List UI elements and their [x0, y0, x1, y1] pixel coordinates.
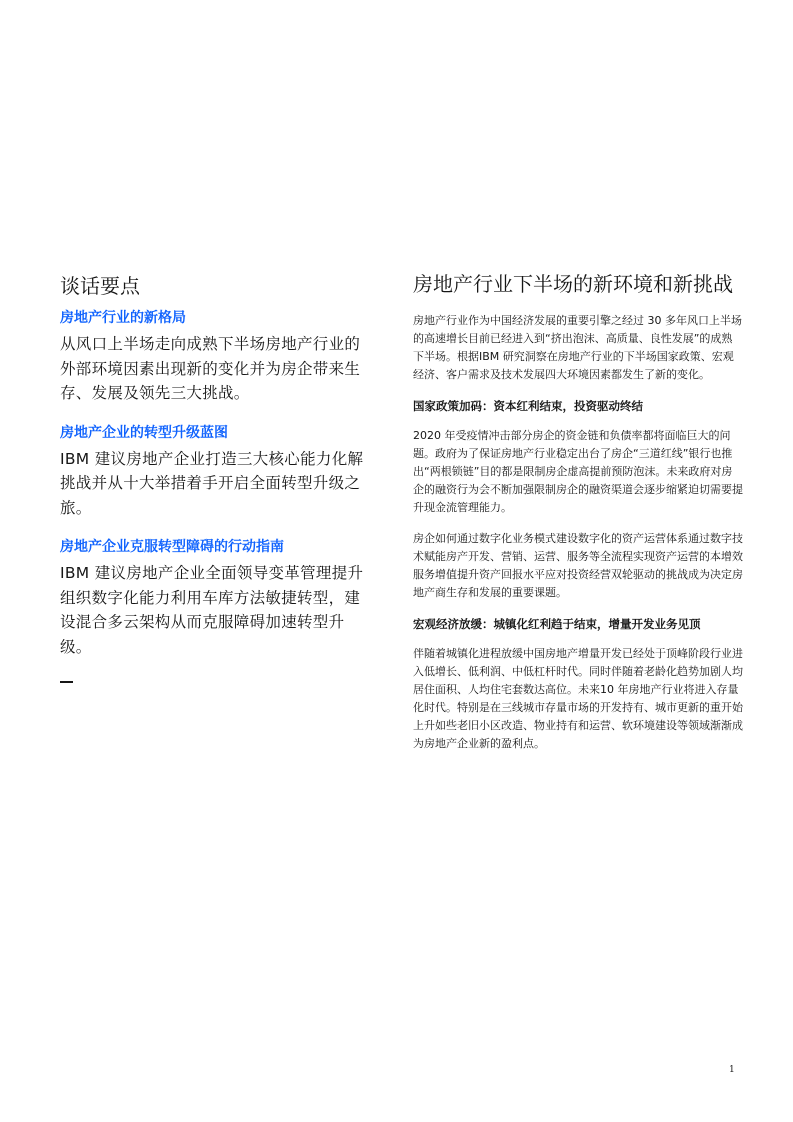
- section-heading-macro-economy: 宏观经济放缓：城镇化红利趋于结束，增量开发业务见顶: [413, 617, 701, 631]
- article-title: 房地产行业下半场的新环境和新挑战: [413, 272, 733, 296]
- divider-dash: [60, 681, 73, 683]
- section-body-transformation-blueprint: IBM 建议房地产企业打造三大核心能力化解挑战并从十大举措着手开启全面转型升级之旅。: [60, 449, 364, 517]
- article-intro: 房地产行业作为中国经济发展的重要引擎之经过 30 多年风口上半场的高速增长目前已经进入到“挤出泡沫、高质量、良性发展”的成熟下半场。根据IBM 研究洞察在房地产行业的下半场国家政策、宏观经济、客户需求及技术发展四大环境因素都发生了新的变化。: [413, 314, 742, 381]
- main-article-column: [413, 271, 743, 766]
- section-body-new-landscape: 从风口上半场走向成熟下半场房地产行业的外部环境因素出现新的变化并为房企带来生存、发展及领先三大挑战。: [60, 335, 361, 402]
- paragraph: 伴随着城镇化进程放缓中国房地产增量开发已经处于顶峰阶段行业进入低增长、低利润、中低杠杆时代。同时伴随着老龄化趋势加剧人均居住面积、人均住宅套数达高位。未来10 年房地产行业将进入存量化时代。特别是在三线城市存量市场的开发持有、城市更新的重开始上升如些老旧小区改造、物业持有和运营、软环境建设等领域渐渐成为房地产企业新的盈利点。: [413, 647, 743, 750]
- page-number: 1: [729, 1065, 735, 1075]
- talking-points-heading: 谈话要点: [60, 274, 140, 298]
- talking-points-column: [60, 271, 370, 683]
- section-title-transformation-blueprint: 房地产企业的转型升级蓝图: [60, 424, 228, 441]
- section-title-action-guide: 房地产企业克服转型障碍的行动指南: [60, 539, 284, 555]
- section-title-new-landscape: 房地产行业的新格局: [60, 310, 186, 326]
- paragraph: 房企如何通过数字化业务模式建设数字化的资产运营体系通过数字技术赋能房产开发、营销、运营、服务等全流程实现资产运营的本增效服务增值提升资产回报水平应对投资经营双轮驱动的挑战成为决定房地产商生存和发展的重要课题。: [413, 532, 743, 599]
- paragraph: 2020 年受疫情冲击部分房企的资金链和负债率都将面临巨大的问题。政府为了保证房地产行业稳定出台了房企“三道红线”银行也推出“两根锁链”目的都是限制房企虚高提前预防泡沫。未来政府对房企的融资行为会不断加强限制房企的融资渠道会逐步缩紧迫切需要提升现金流管理能力。: [413, 429, 743, 514]
- section-body-action-guide: IBM 建议房地产企业全面领导变革管理提升组织数字化能力利用车库方法敏捷转型，建设混合多云架构从而克服障碍加速转型升级。: [60, 564, 364, 656]
- section-heading-policy: 国家政策加码：资本红利结束，投资驱动终结: [413, 399, 643, 413]
